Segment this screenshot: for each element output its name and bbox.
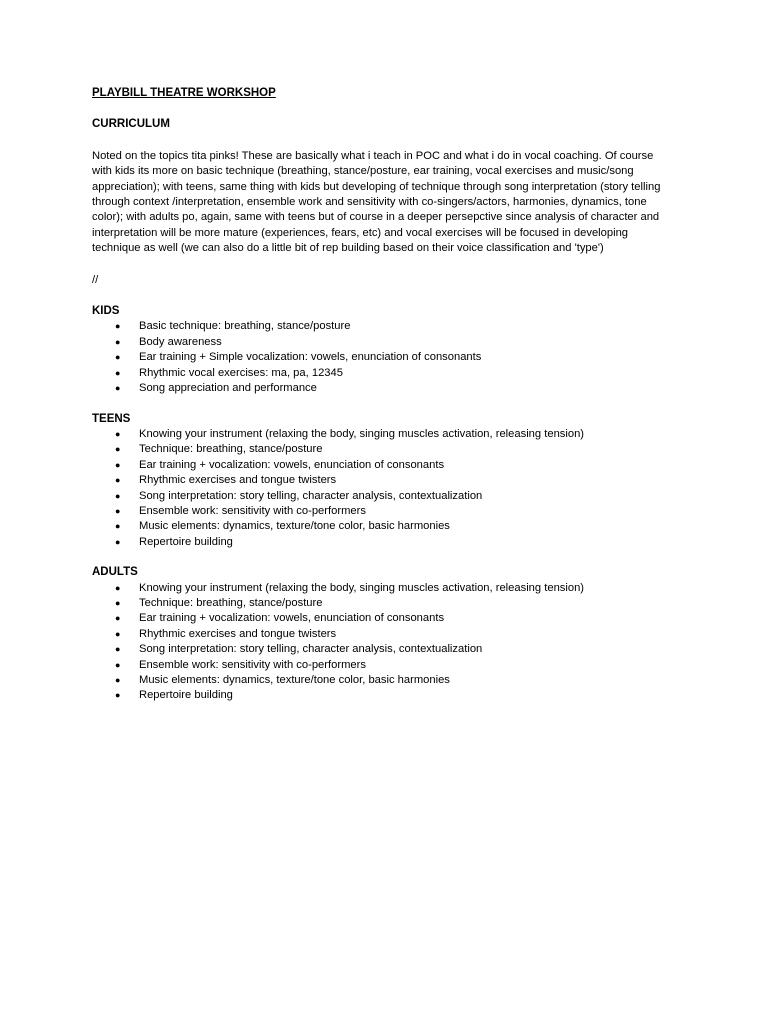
teens-heading: TEENS xyxy=(92,412,131,425)
bullet-icon: ● xyxy=(115,428,121,439)
list-item xyxy=(92,442,676,457)
list-item-text: Song appreciation and performance xyxy=(139,382,317,395)
bullet-icon: ● xyxy=(115,613,121,624)
list-item-text: Rhythmic vocal exercises: ma, pa, 12345 xyxy=(139,366,343,379)
bullet-icon: ● xyxy=(115,383,121,394)
list-item xyxy=(92,381,676,396)
list-item-text: Ensemble work: sensitivity with co-performers xyxy=(139,658,366,671)
list-item-text: Ear training + vocalization: vowels, enunciation of consonants xyxy=(139,458,445,471)
list-item-text: Song interpretation: story telling, character analysis, contextualization xyxy=(139,489,483,502)
bullet-icon: ● xyxy=(115,505,121,516)
teens-list xyxy=(92,427,676,550)
bullet-icon: ● xyxy=(115,336,121,347)
bullet-icon: ● xyxy=(115,597,121,608)
bullet-icon: ● xyxy=(115,475,121,486)
kids-heading: KIDS xyxy=(92,305,120,318)
bullet-icon: ● xyxy=(115,321,121,332)
list-item-text: Knowing your instrument (relaxing the body, singing muscles activation, releasing tension) xyxy=(139,581,585,594)
curriculum-heading: CURRICULUM xyxy=(92,118,170,131)
list-item xyxy=(92,642,676,657)
list-item xyxy=(92,535,676,550)
list-item-text: Song interpretation: story telling, character analysis, contextualization xyxy=(139,643,483,656)
section-separator: // xyxy=(92,273,99,286)
list-item-text: Knowing your instrument (relaxing the body, singing muscles activation, releasing tension) xyxy=(139,427,585,440)
intro-paragraph: Noted on the topics tita pinks! These are basically what i teach in POC and what i do in vocal coaching. Of course with kids its more on basic technique (breathing, stance/posture, ear training, vocal exercises and music/song appreciation); with teens, same thing with kids but developing of technique through song interpretation (story telling through context /interpretation, ensemble work and sensitivity with co-singers/actors, harmonies, dynamics, tone color); with adults po, again, same with teens but of course in a deeper persepctive since analysis of character and interpretation will be more mature (experiences, fears, etc) and vocal exercises will be focused in developing technique as well (we can also do a little bit of rep building based on their voice classification and 'type') xyxy=(92,149,661,255)
list-item-text: Music elements: dynamics, texture/tone color, basic harmonies xyxy=(139,520,450,533)
list-item-text: Repertoire building xyxy=(139,689,233,702)
list-item-text: Ear training + vocalization: vowels, enunciation of consonants xyxy=(139,612,445,625)
list-item-text: Ear training + Simple vocalization: vowels, enunciation of consonants xyxy=(139,351,482,364)
document-page xyxy=(92,86,676,719)
bullet-icon: ● xyxy=(115,352,121,363)
list-item xyxy=(92,366,676,381)
bullet-icon: ● xyxy=(115,536,121,547)
list-item-text: Body awareness xyxy=(139,335,222,348)
bullet-icon: ● xyxy=(115,628,121,639)
bullet-icon: ● xyxy=(115,644,121,655)
adults-heading: ADULTS xyxy=(92,566,138,579)
bullet-icon: ● xyxy=(115,444,121,455)
list-item-text: Music elements: dynamics, texture/tone color, basic harmonies xyxy=(139,674,450,686)
list-item xyxy=(92,611,676,626)
list-item-text: Rhythmic exercises and tongue twisters xyxy=(139,474,337,487)
list-item xyxy=(92,596,676,611)
bullet-icon: ● xyxy=(115,490,121,501)
adults-list xyxy=(92,581,676,704)
bullet-icon: ● xyxy=(115,367,121,378)
list-item xyxy=(92,688,676,703)
list-item-text: Repertoire building xyxy=(139,535,233,548)
bullet-icon: ● xyxy=(115,459,121,470)
list-item xyxy=(92,504,676,519)
list-item xyxy=(92,489,676,504)
list-item xyxy=(92,473,676,488)
bullet-icon: ● xyxy=(115,521,121,532)
list-item xyxy=(92,519,676,534)
list-item-text: Rhythmic exercises and tongue twisters xyxy=(139,627,337,640)
list-item xyxy=(92,581,676,596)
list-item xyxy=(92,627,676,642)
bullet-icon: ● xyxy=(115,675,121,685)
document-title: PLAYBILL THEATRE WORKSHOP xyxy=(92,87,276,99)
list-item xyxy=(92,350,676,365)
list-item-text: Ensemble work: sensitivity with co-performers xyxy=(139,504,366,517)
bullet-icon: ● xyxy=(115,659,121,670)
list-item xyxy=(92,458,676,473)
list-item xyxy=(92,427,676,442)
list-item xyxy=(92,319,676,334)
bullet-icon: ● xyxy=(115,582,121,593)
bullet-icon: ● xyxy=(115,690,121,701)
list-item xyxy=(92,658,676,673)
list-item-text: Technique: breathing, stance/posture xyxy=(139,596,323,609)
list-item xyxy=(92,335,676,350)
kids-list xyxy=(92,319,676,396)
list-item-text: Basic technique: breathing, stance/posture xyxy=(139,320,351,333)
list-item xyxy=(92,673,676,688)
list-item-text: Technique: breathing, stance/posture xyxy=(139,443,323,456)
